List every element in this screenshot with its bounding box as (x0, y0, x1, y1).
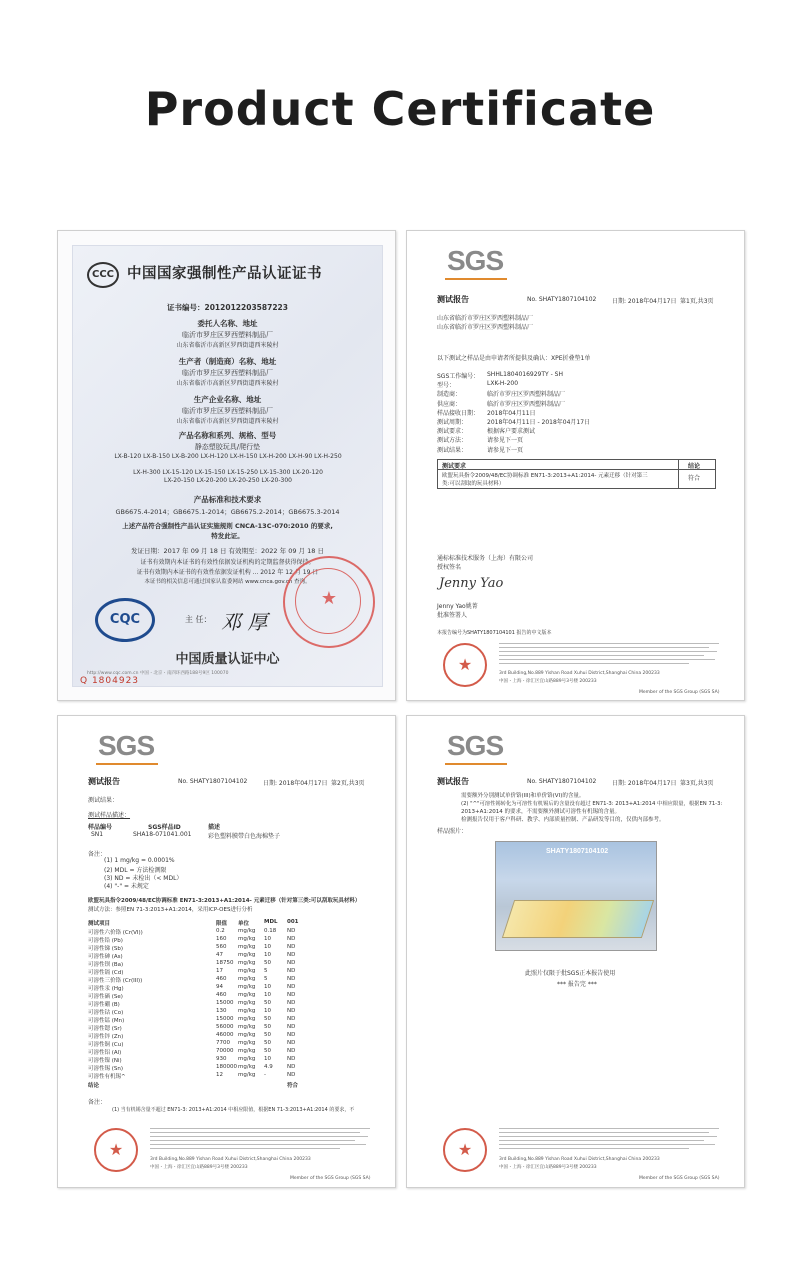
result-item: 可溶性砷 (As) (88, 954, 123, 960)
result-unit: mg/kg (238, 1056, 256, 1062)
result-limit: 15000 (216, 1000, 234, 1006)
result-value: ND (287, 984, 296, 990)
ccc-producer-name: 临沂市罗庄区罗西塑料制品厂 (182, 369, 273, 377)
conclusion-value: 符合 (287, 1083, 299, 1089)
result-value: ND (287, 968, 296, 974)
result-limit: 56000 (216, 1024, 234, 1030)
result-value: ND (287, 1072, 296, 1078)
accreditation-stamp-icon: ★ (443, 643, 487, 687)
sample-info-value: 2018年04月11日 (487, 409, 536, 417)
page-headline: Product Certificate (144, 82, 656, 136)
address-line-1: 3rd Building,No.889 Yishan Road Xuhui District,Shanghai China 200233 (150, 1157, 311, 1162)
result-mdl: 50 (264, 1040, 271, 1046)
ccc-dates: 发证日期：2017 年 09 月 18 日 有效期至：2022 年 09 月 18 日 (131, 547, 324, 555)
accreditation-stamp-icon: ★ (443, 1128, 487, 1172)
photo-title: 样品照片： (437, 828, 468, 835)
ccc-applicant-address: 山东省临沂市高新区罗西街道西米陵村 (176, 342, 279, 349)
result-unit: mg/kg (238, 1024, 256, 1030)
sample-info-value: LXK-H-200 (487, 380, 519, 388)
result-unit: mg/kg (238, 1032, 256, 1038)
result-unit: mg/kg (238, 928, 256, 934)
result-mdl: 50 (264, 1024, 271, 1030)
result-limit: 560 (216, 944, 227, 950)
sample-photo (495, 841, 657, 951)
sample-intro: 以下测试之样品是由申请者所提供及确认：XPE折叠垫1单 (437, 355, 591, 362)
sample-info-key: 制造商： (437, 391, 462, 399)
client-line-2: 山东省临沂市罗庄区罗西塑料制品厂 (437, 324, 534, 331)
sample-info-value: 请参见下一页 (487, 446, 524, 454)
result-value: ND (287, 960, 296, 966)
result-item: 可溶性锶 (Sr) (88, 1026, 122, 1032)
result-value: ND (287, 1048, 296, 1054)
result-mdl: 50 (264, 1048, 271, 1054)
ccc-standards: GB6675.4-2014；GB6675.1-2014；GB6675.2-2014；GB6675.3-2014 (115, 508, 340, 516)
result-item: 可溶性铜 (Cu) (88, 1042, 124, 1048)
result-unit: mg/kg (238, 1048, 256, 1054)
result-item: 可溶性镍 (Ni) (88, 1058, 122, 1064)
client-line-1: 山东省临沂市罗庄区罗西塑料制品厂 (437, 315, 534, 322)
sgs-report-page-3 (406, 715, 745, 1188)
result-item: 可溶性六价铬 (Cr(VI)) (88, 930, 143, 936)
head-result: 001 (287, 919, 299, 925)
result-unit: mg/kg (238, 1040, 256, 1046)
note-4: (4) "-" = 未规定 (104, 883, 149, 890)
notes-title: 备注： (88, 851, 107, 858)
ccc-applicant-label: 委托人名称、地址 (197, 319, 258, 328)
ccc-product-name: 静态塑胶玩具/爬行垫 (194, 443, 261, 451)
sample-info-value: 临沂市罗庄区罗西塑料制品厂 (487, 400, 566, 408)
result-unit: mg/kg (238, 960, 256, 966)
result-mdl: 10 (264, 984, 271, 990)
ccc-signature: 邓 厚 (221, 610, 268, 634)
sgs-logo-underline (445, 763, 507, 765)
result-value: ND (287, 1032, 296, 1038)
member-note: Member of the SGS Group (SGS SA) (639, 690, 720, 695)
result-unit: mg/kg (238, 952, 256, 958)
head-item: 测试项目 (88, 921, 111, 927)
sample-info-value: 根据客户要求测试 (487, 428, 536, 436)
ccc-website-note: 本证书的相关信息可通过国家认监委网站 www.cnca.gov.cn 查询。 (144, 579, 311, 585)
result-item: 可溶性硒 (Se) (88, 994, 123, 1000)
table-row (88, 984, 348, 992)
note-text-2: (2) "^"可溶性锡转化为可溶性有机锡后的含量没有超过 EN71-3: 2013+A1:2014 中相应限量，根据EN 71-3: (461, 801, 723, 807)
ccc-factory-address: 山东省临沂市高新区罗西街道西米陵村 (176, 418, 279, 425)
ccc-factory-name: 临沂市罗庄区罗西塑料制品厂 (182, 407, 273, 415)
ccc-applicant-name: 临沂市罗庄区罗西塑料制品厂 (182, 331, 273, 339)
result-limit: 7700 (216, 1040, 230, 1046)
summary-result: 符合 (688, 475, 701, 482)
sample-info-key: 样品接收日期： (437, 409, 480, 417)
table-row (88, 928, 348, 936)
summary-text-1: 欧盟玩具指令2009/48/EC协调标准 EN71-3:2013+A1:2014- 元素迁移（针对第三 (442, 473, 648, 479)
address-line-2: 中国・上海・徐汇区宜山路889号3号楼 200233 (499, 1165, 597, 1170)
result-value: ND (287, 976, 296, 982)
end-note: *** 报告完 *** (557, 981, 597, 988)
sample-info-key: SGS工作编号： (437, 373, 480, 380)
result-mdl: 10 (264, 1056, 271, 1062)
sgs-logo-icon: SGS (98, 730, 155, 761)
ccc-issuer: 中国质量认证中心 (175, 652, 280, 667)
ccc-validity-note: 证书有效期内本证书的有效性依据发证机构的定期监督获得保持。 (140, 559, 315, 566)
result-limit: 46000 (216, 1032, 234, 1038)
result-unit: mg/kg (238, 944, 256, 950)
report-number: No. SHATY1807104102 (178, 778, 248, 785)
result-value: ND (287, 1000, 296, 1006)
sample-id: SHA18-071041.001 (133, 831, 192, 838)
result-limit: 17 (216, 968, 223, 974)
result-limit: 930 (216, 1056, 227, 1062)
ccc-certificate-card (57, 230, 396, 701)
report-page: 第2页,共3页 (331, 780, 365, 787)
sgs-logo-underline (445, 278, 507, 280)
table-row (88, 1064, 348, 1072)
cqc-logo-icon: CQC (95, 598, 155, 642)
remark-text: (1) 当有机锡含量不超过 EN71-3: 2013+A1:2014 中相应限值，根据EN 71-3:2013+A1:2014 的要求，不 (112, 1107, 355, 1113)
result-unit: mg/kg (238, 1000, 256, 1006)
ccc-cert-number: 证书编号：2012012203587223 (167, 303, 288, 312)
sample-info-key: 测试结果： (437, 446, 468, 454)
result-unit: mg/kg (238, 1064, 256, 1070)
result-limit: 460 (216, 976, 227, 982)
report-number: No. SHATY1807104102 (527, 296, 597, 303)
table-row (88, 1016, 348, 1024)
summary-header: 测试要求 (442, 463, 467, 470)
result-mdl: 10 (264, 1008, 271, 1014)
table-row (88, 1000, 348, 1008)
sgs-report-page-1 (406, 230, 745, 701)
result-item: 可溶性有机锡^ (88, 1074, 126, 1080)
results-header (88, 919, 348, 927)
result-item: 可溶性锰 (Mn) (88, 1018, 125, 1024)
result-value: ND (287, 1064, 296, 1070)
signer-role: 授权签名 (437, 564, 462, 571)
result-mdl: 5 (264, 976, 268, 982)
result-mdl: 50 (264, 1032, 271, 1038)
note-text-3: 2013+A1:2014 的要求，不需要额外测试可溶性有机锡的含量。 (461, 809, 620, 815)
result-unit: mg/kg (238, 984, 256, 990)
ccc-producer-address: 山东省临沂市高新区罗西街道西米陵村 (176, 380, 279, 387)
result-mdl: 4.9 (264, 1064, 273, 1070)
result-unit: mg/kg (238, 936, 256, 942)
result-item: 可溶性铝 (Al) (88, 1050, 122, 1056)
table-row (88, 1008, 348, 1016)
ccc-conformity: 上述产品符合强制性产品认证实施规则 CNCA-13C-070:2010 的要求, (122, 522, 333, 530)
col-sgs-id: SGS样品ID (148, 824, 181, 831)
table-row (88, 992, 348, 1000)
ccc-logo-icon: CCC (87, 262, 119, 288)
table-row (88, 944, 348, 952)
result-item: 可溶性钡 (Ba) (88, 962, 124, 968)
note-2: (2) MDL = 方法检测限 (104, 867, 167, 874)
result-mdl: 5 (264, 968, 268, 974)
sample-info-key: 型号： (437, 382, 456, 390)
result-unit: mg/kg (238, 1016, 256, 1022)
signer-company: 通标标准技术服务（上海）有限公司 (437, 555, 534, 562)
table-row (88, 1056, 348, 1064)
report-date: 日期: 2018年04月17日 (263, 780, 328, 787)
col-description: 描述 (208, 824, 221, 831)
sample-info-value: 临沂市罗庄区罗西塑料制品厂 (487, 391, 566, 399)
result-limit: 94 (216, 984, 223, 990)
reference-note: 本报告编号为SHATY1807104101 报告的中文版本 (437, 630, 552, 636)
sgs-logo-icon: SGS (447, 730, 504, 761)
photo-caption: 此照片仅限于批SGS正本报告使用 (525, 970, 616, 977)
sample-info-value: 请参见下一页 (487, 437, 524, 445)
table-row (88, 1040, 348, 1048)
note-text-1: 需要额外分别测试单价铬(III)和单价铬(VI)的含量。 (461, 793, 585, 799)
result-value: ND (287, 928, 296, 934)
head-limit: 限值 (216, 921, 228, 927)
result-item: 可溶性锑 (Sb) (88, 946, 124, 952)
col-sample-no: 样品编号 (88, 824, 113, 831)
result-value: ND (287, 1024, 296, 1030)
sgs-logo-underline (96, 763, 158, 765)
result-value: ND (287, 992, 296, 998)
result-mdl: 50 (264, 1000, 271, 1006)
result-value: ND (287, 1016, 296, 1022)
sgs-logo-icon: SGS (447, 245, 504, 276)
result-item: 可溶性汞 (Hg) (88, 986, 124, 992)
table-row (88, 976, 348, 984)
remark-label: 备注： (88, 1099, 107, 1106)
ccc-models-line-1: LX-B-120 LX-B-150 LX-B-200 LX-H-120 LX-H-150 LX-H-200 LX-H-90 LX-H-250 (114, 453, 342, 460)
result-mdl: 0.18 (264, 928, 277, 934)
result-value: ND (287, 952, 296, 958)
result-mdl: 10 (264, 944, 271, 950)
ccc-sign-label: 主 任： (185, 615, 212, 624)
address-line-2: 中国・上海・徐汇区宜山路889号3号楼 200233 (499, 679, 597, 684)
table-row (88, 952, 348, 960)
sample-info-value: 2018年04月11日 - 2018年04月17日 (487, 419, 591, 426)
report-number: No. SHATY1807104102 (527, 778, 597, 785)
sample-info-key: 测试方法： (437, 437, 468, 445)
result-mdl: 10 (264, 952, 271, 958)
result-value: ND (287, 936, 296, 942)
result-mdl: 50 (264, 960, 271, 966)
report-page: 第1页,共3页 (680, 298, 714, 305)
ccc-standard-label: 产品标准和技术要求 (193, 495, 262, 504)
address-line-1: 3rd Building,No.889 Yishan Road Xuhui District,Shanghai China 200233 (499, 671, 660, 676)
result-limit: 15000 (216, 1016, 234, 1022)
report-page: 第3页,共3页 (680, 780, 714, 787)
table-row (88, 1072, 348, 1080)
result-limit: 130 (216, 1008, 227, 1014)
result-limit: 160 (216, 936, 227, 942)
result-value: ND (287, 1056, 296, 1062)
result-item: 可溶性镉 (Cd) (88, 970, 124, 976)
result-unit: mg/kg (238, 992, 256, 998)
result-mdl: - (264, 1072, 266, 1078)
result-limit: 180000 (216, 1064, 237, 1070)
result-mdl: 10 (264, 992, 271, 998)
conclusion-row (88, 1081, 348, 1089)
ccc-certificate-sheet (72, 245, 383, 687)
result-unit: mg/kg (238, 968, 256, 974)
member-note: Member of the SGS Group (SGS SA) (290, 1176, 371, 1181)
ccc-serial: Q 1804923 (80, 676, 140, 686)
result-item: 可溶性锌 (Zn) (88, 1034, 124, 1040)
result-limit: 70000 (216, 1048, 234, 1054)
play-mat-image (502, 900, 654, 938)
report-title: 测试报告 (437, 295, 469, 304)
table-row (88, 960, 348, 968)
conclusion-label: 结论 (88, 1083, 100, 1089)
result-value: ND (287, 1040, 296, 1046)
address-line-1: 3rd Building,No.889 Yishan Road Xuhui District,Shanghai China 200233 (499, 1157, 660, 1162)
ccc-footer: http://www.cqc.com.cn 中国・北京・南四环西路188号9区 100070 (87, 671, 229, 676)
ccc-factory-label: 生产企业名称、地址 (193, 395, 262, 404)
result-mdl: 50 (264, 1016, 271, 1022)
summary-conclusion-header: 结论 (688, 463, 701, 470)
sample-info-value: SHHL1804016929TY - SH (487, 371, 563, 378)
note-1: (1) 1 mg/kg = 0.0001% (104, 857, 175, 864)
sample-info-key: 测试周期： (437, 419, 468, 426)
report-date: 日期: 2018年04月17日 (612, 780, 677, 787)
sample-info-key: 测试要求： (437, 428, 468, 436)
sample-no: SN1 (91, 831, 104, 838)
section-title: 欧盟玩具指令2009/48/EC协调标准 EN71-3:2013+A1:2014- 元素迁移（针对第三类:可以刮取玩具材料） (88, 898, 361, 904)
result-unit: mg/kg (238, 1008, 256, 1014)
summary-table (437, 459, 716, 489)
accreditation-stamp-icon: ★ (94, 1128, 138, 1172)
sample-description-label: 测试样品描述： (88, 812, 131, 819)
ccc-producer-label: 生产者（制造商）名称、地址 (178, 357, 277, 366)
summary-text-2: 类:可以刮取的玩具材料） (442, 481, 505, 487)
signer-title: 批准签署人 (437, 612, 468, 619)
result-mdl: 10 (264, 936, 271, 942)
ccc-models-line-2: LX-H-300 LX-15-120 LX-15-150 LX-15-250 LX-15-300 LX-20-120 (133, 469, 323, 476)
head-mdl: MDL (264, 919, 278, 925)
result-limit: 12 (216, 1072, 223, 1078)
result-item: 可溶性铅 (Pb) (88, 938, 123, 944)
test-results-label: 测试结果： (88, 797, 119, 804)
result-value: ND (287, 1008, 296, 1014)
ccc-conformity-2: 特发此证。 (211, 532, 244, 540)
note-text-4: 检测报告仅用于客户科研、教学、内部质量控制、产品研发等目的，仅供内部参考。 (461, 817, 665, 823)
table-row (88, 1048, 348, 1056)
ccc-models-line-3: LX-20-150 LX-20-200 LX-20-250 LX-20-300 (163, 477, 292, 484)
note-3: (3) ND = 未检出（< MDL） (104, 875, 183, 882)
result-unit: mg/kg (238, 1072, 256, 1078)
test-method: 测试方法：参照EN 71-3:2013+A1:2014，采用ICP-OES进行分析 (88, 907, 253, 913)
report-date: 日期: 2018年04月17日 (612, 298, 677, 305)
result-limit: 460 (216, 992, 227, 998)
address-line-2: 中国・上海・徐汇区宜山路889号3号楼 200233 (150, 1165, 248, 1170)
head-unit: 单位 (238, 921, 250, 927)
report-title: 测试报告 (88, 777, 120, 786)
report-title: 测试报告 (437, 777, 469, 786)
sgs-report-page-2 (57, 715, 396, 1188)
result-limit: 47 (216, 952, 223, 958)
sample-text: 彩色塑料膜带白色海棉垫子 (208, 833, 281, 840)
member-note: Member of the SGS Group (SGS SA) (639, 1176, 720, 1181)
seal-star-icon: ★ (320, 588, 338, 609)
ccc-red-seal (283, 556, 375, 648)
ccc-first-issue: 证书有效期内本证书的有效性依据发证机构 ... 2012 年 12 月 19 日 (136, 569, 319, 576)
result-limit: 0.2 (216, 928, 225, 934)
ccc-product-label: 产品名称和系列、规格、型号 (178, 431, 277, 440)
photo-label: SHATY1807104102 (546, 848, 609, 855)
result-value: ND (287, 944, 296, 950)
table-row (88, 936, 348, 944)
result-item: 可溶性硼 (B) (88, 1002, 120, 1008)
signature: Jenny Yao (439, 576, 504, 591)
result-item: 可溶性三价铬 (Cr(III)) (88, 978, 143, 984)
result-item: 可溶性钴 (Co) (88, 1010, 124, 1016)
table-row (88, 1024, 348, 1032)
result-item: 可溶性锡 (Sn) (88, 1066, 124, 1072)
result-unit: mg/kg (238, 976, 256, 982)
table-row (88, 1032, 348, 1040)
signer-name: Jenny Yao姚菁 (437, 603, 478, 610)
sample-info-key: 供应商： (437, 400, 462, 408)
ccc-title: 中国国家强制性产品认证证书 (127, 266, 322, 282)
result-limit: 18750 (216, 960, 234, 966)
table-row (88, 968, 348, 976)
